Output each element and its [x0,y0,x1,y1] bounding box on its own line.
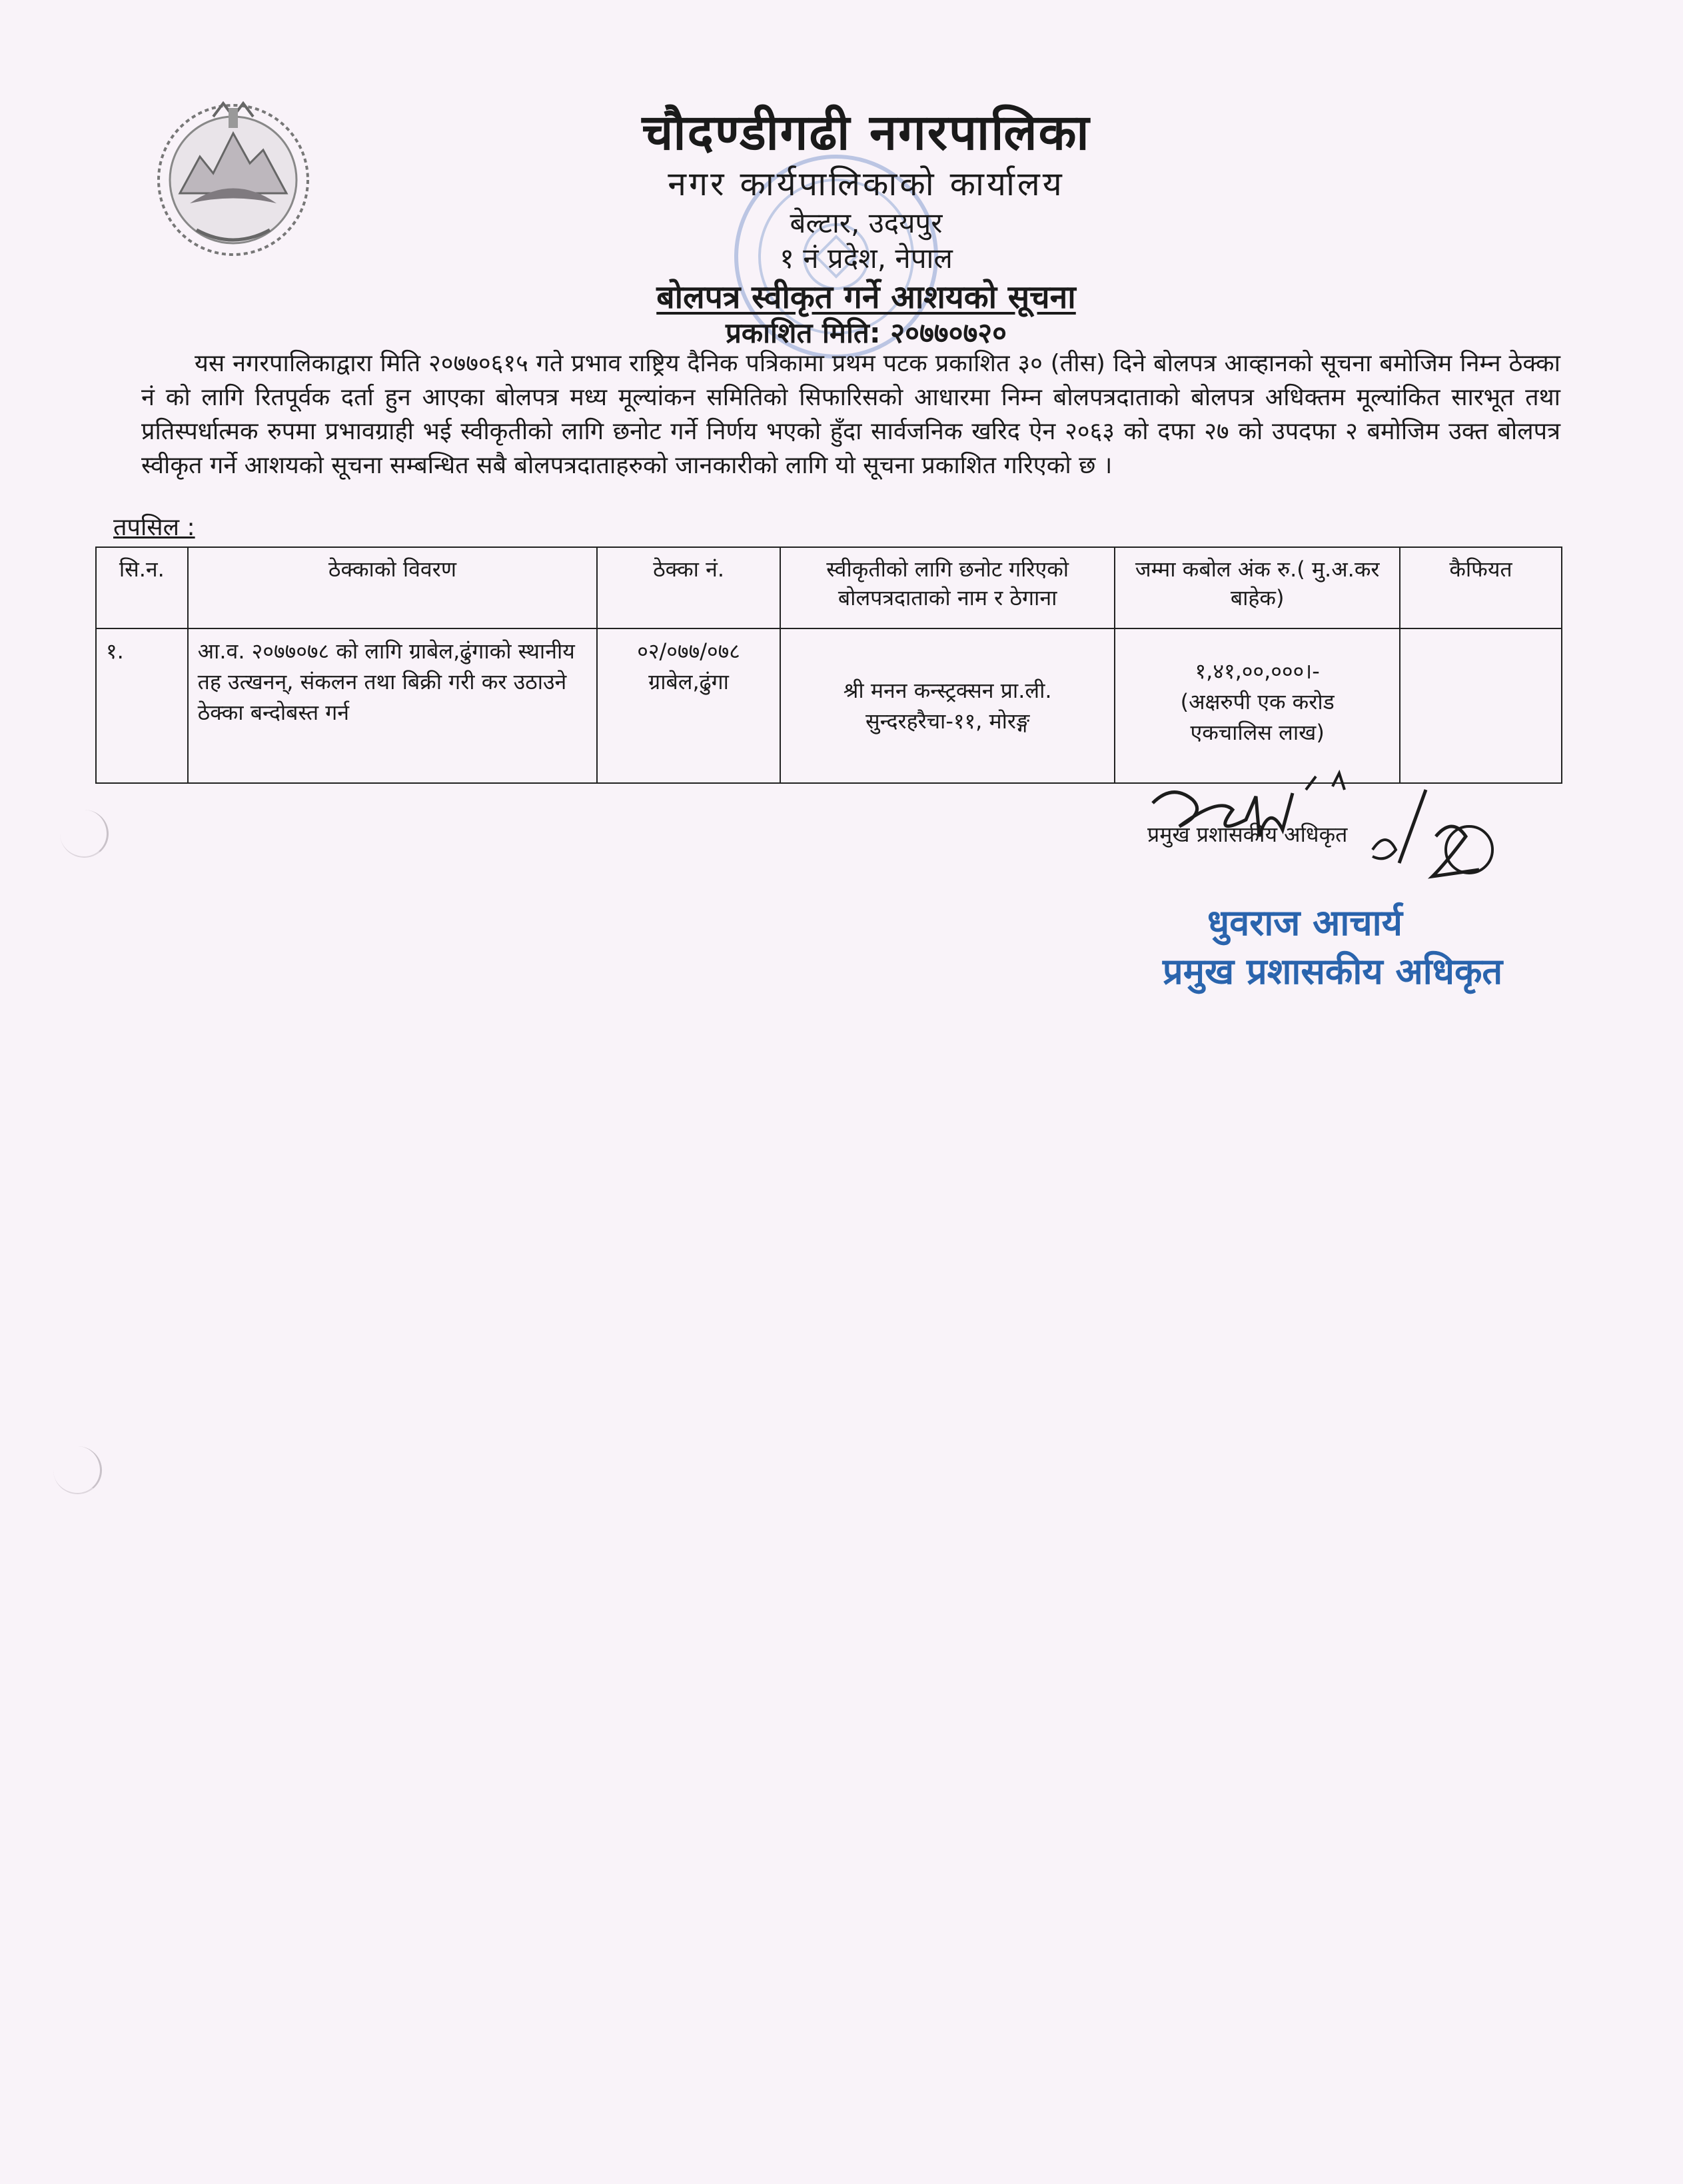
municipality-title: चौदण्डीगढी नगरपालिका [642,104,1091,161]
cell-description: आ.व. २०७७०७८ को लागि ग्राबेल,ढुंगाको स्थानीय तह उत्खनन्, संकलन तथा बिक्री गरी कर उठाउने ठेक्का बन्दोबस्त गर्न [188,628,598,783]
officer-title-stamp: प्रमुख प्रशासकीय अधिकृत [1163,950,1503,992]
bidder-line2: सुन्दरहरैचा-११, मोरङ्ग [865,708,1030,734]
contract-table [95,546,1562,784]
punch-hole [60,810,109,858]
header-contract-no: ठेक्का नं. [597,547,780,628]
province-line: १ नं प्रदेश, नेपाल [780,242,953,275]
amount-line3: एकचालिस लाख) [1190,720,1325,745]
details-label: तपसिल : [113,514,195,541]
header-sn: सि.न. [96,547,188,628]
cell-remarks [1400,628,1562,783]
nepal-emblem-icon [150,93,316,260]
notice-paragraph: यस नगरपालिकाद्वारा मिति २०७७०६१५ गते प्रभाव राष्ट्रिय दैनिक पत्रिकामा प्रथम पटक प्रकाशित ३० (तीस) दिने बोलपत्र आव्हानको सूचना बमोजिम निम्न ठेक्का नं को लागि रितपूर्वक दर्ता हुन आएका बोलपत्र मध्य मूल्यांकन समितिको सिफारिसको आधारमा निम्न बोलपत्रदाताको बोलपत्र अधिक्तम मूल्यांकित सारभूत तथा प्रतिस्पर्धात्मक रुपमा प्रभावग्राही भई स्वीकृतीको लागि छनोट गर्ने निर्णय भएको हुँदा सार्वजनिक खरिद ऐन २०६३ को दफा २७ को उपदफा २ बमोजिम उक्त बोलपत्र स्वीकृत गर्ने आशयको सूचना सम्बन्धित सबै बोलपत्रदाताहरुको जानकारीको लागि यो सूचना प्रकाशित गरिएको छ । [141,350,1560,479]
officer-name-stamp: धुवराज आचार्य [1207,902,1402,944]
cell-bidder [780,628,1115,783]
header-remarks: कैफियत [1400,547,1562,628]
cell-amount [1115,628,1400,783]
signature-caption: प्रमुख प्रशासकीय अधिकृत [1147,822,1348,847]
cell-sn: १. [96,628,188,783]
bidder-line1: श्री मनन कन्स्ट्रक्सन प्रा.ली. [843,678,1052,703]
header-description: ठेक्काको विवरण [188,547,598,628]
office-name: नगर कार्यपालिकाको कार्यालय [668,165,1065,203]
contract-no-line1: ०२/०७७/०७८ [637,638,740,664]
table-header-row [96,547,1562,628]
notice-title: बोलपत्र स्वीकृत गर्ने आशयको सूचना [656,279,1076,316]
office-address: बेल्टार, उदयपुर [790,207,943,239]
notice-title-wrap [400,275,1333,318]
cell-contract-no [597,628,780,783]
punch-hole [53,1446,102,1494]
header-amount: जम्मा कबोल अंक रु.( मु.अ.कर बाहेक) [1115,547,1400,628]
contract-no-line2: ग्राबेल,ढुंगा [648,669,729,694]
table-row [96,628,1562,783]
amount-line2: (अक्षरुपी एक करोड [1180,689,1335,714]
published-date: प्रकाशित मिति: २०७७०७२० [726,317,1007,349]
amount-line1: १,४१,००,०००।- [1195,658,1320,684]
header-bidder: स्वीकृतीको लागि छनोट गरिएको बोलपत्रदाताको नाम र ठेगाना [780,547,1115,628]
